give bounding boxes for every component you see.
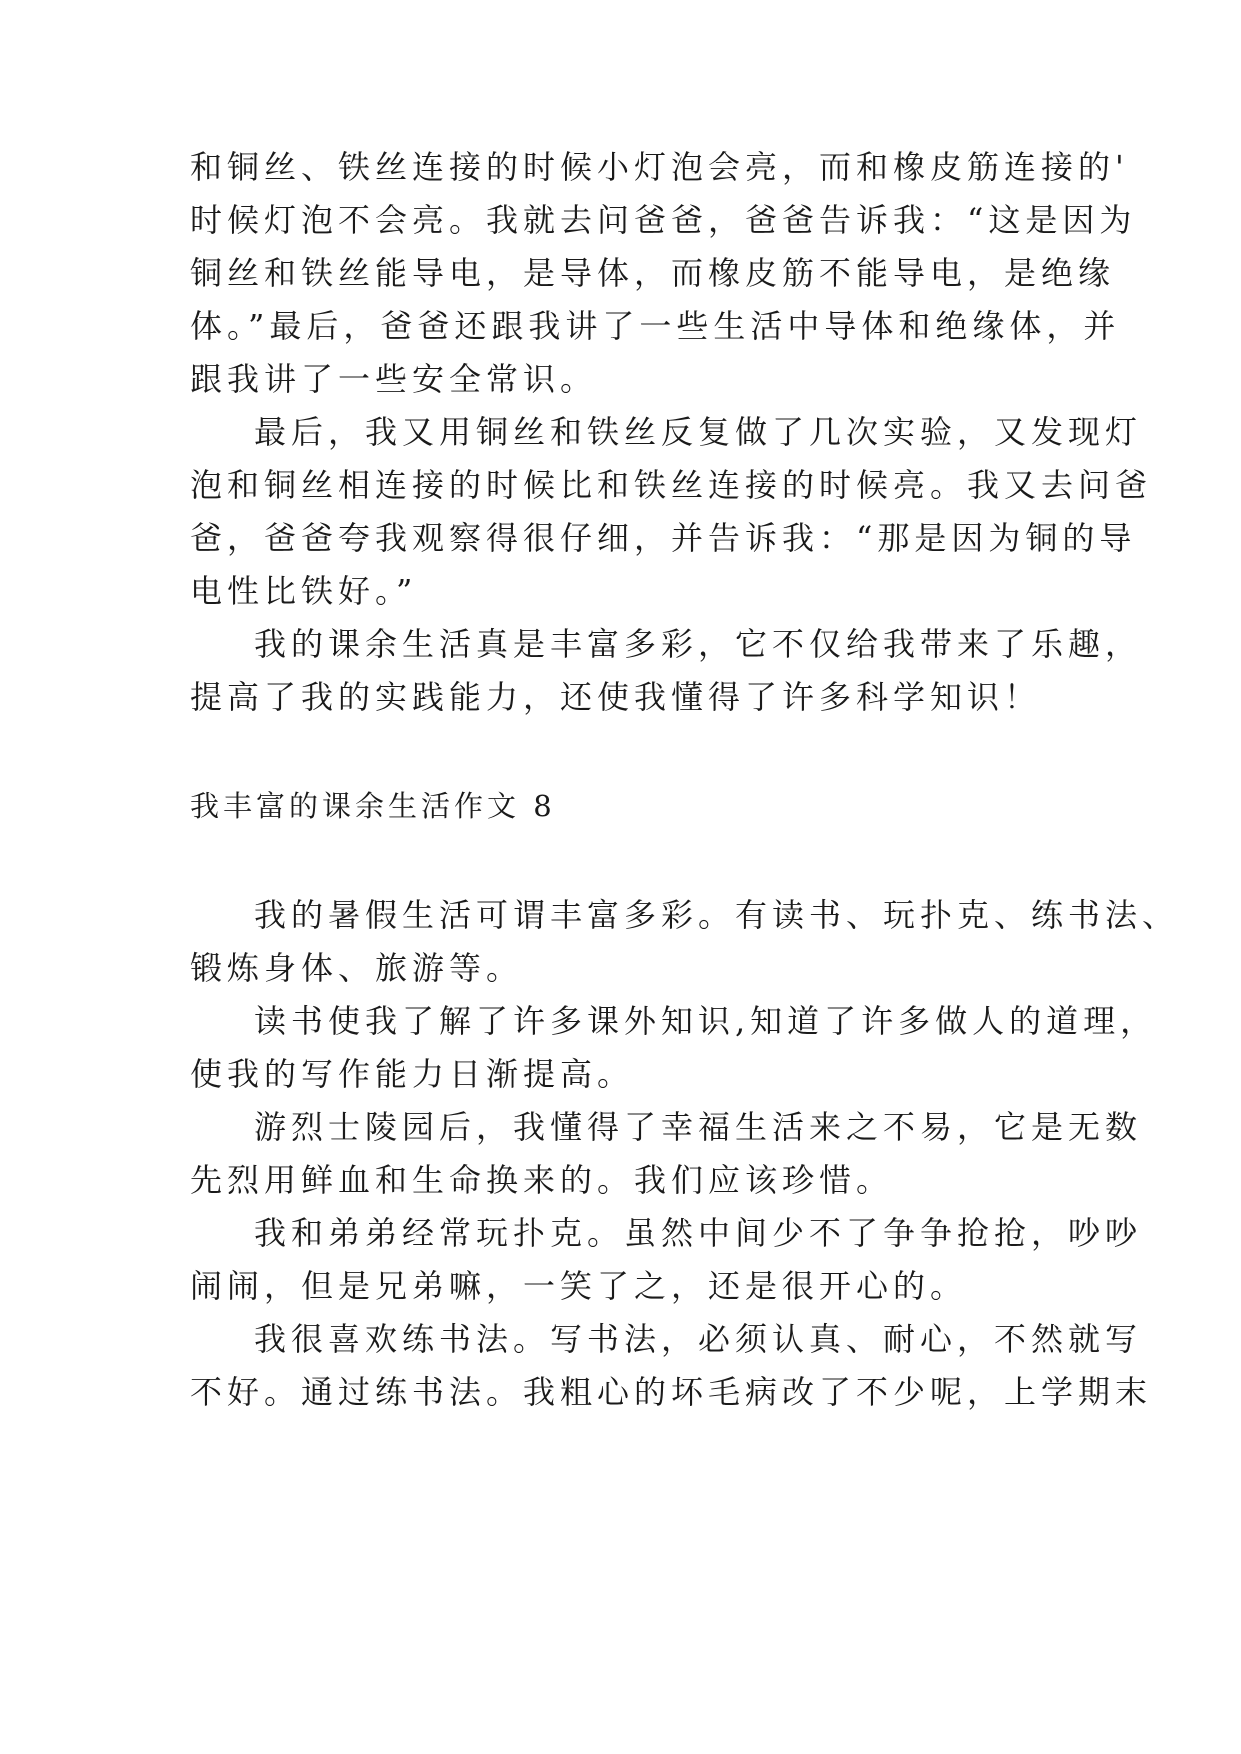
paragraph-line: 爸，爸爸夸我观察得很仔细，并告诉我：“那是因为铜的导 [190,519,1137,557]
paragraph-line: 提高了我的实践能力，还使我懂得了许多科学知识！ [190,678,1042,716]
paragraph-line: 锻炼身体、旅游等。 [190,949,524,987]
paragraph-line: 我和弟弟经常玩扑克。虽然中间少不了争争抢抢，吵吵 [254,1214,1143,1252]
paragraph-line: 泡和铜丝相连接的时候比和铁丝连接的时候亮。我又去问爸 [190,466,1153,504]
paragraph-line: 读书使我了解了许多课外知识,知道了许多做人的道理， [254,1002,1158,1040]
paragraph-line: 铜丝和铁丝能导电，是导体，而橡皮筋不能导电，是绝缘 [190,254,1116,292]
paragraph-line: 最后，我又用铜丝和铁丝反复做了几次实验，又发现灯 [254,413,1143,451]
paragraph-line: 体。”最后，爸爸还跟我讲了一些生活中导体和绝缘体，并 [190,307,1121,345]
paragraph-line: 电性比铁好。” [190,572,418,610]
paragraph-line: 游烈士陵园后，我懂得了幸福生活来之不易，它是无数 [254,1108,1143,1146]
paragraph-line: 不好。通过练书法。我粗心的坏毛病改了不少呢，上学期末 [190,1373,1153,1411]
paragraph-line: 我的暑假生活可谓丰富多彩。有读书、玩扑克、练书法、 [254,896,1180,934]
paragraph-line: 和铜丝、铁丝连接的时候小灯泡会亮，而和橡皮筋连接的' [190,148,1129,186]
article-heading: 我丰富的课余生活作文 8 [190,789,556,823]
paragraph-line: 闹闹，但是兄弟嘛，一笑了之，还是很开心的。 [190,1267,968,1305]
paragraph-line: 使我的写作能力日渐提高。 [190,1055,635,1093]
paragraph-line: 先烈用鲜血和生命换来的。我们应该珍惜。 [190,1161,894,1199]
paragraph-line: 跟我讲了一些安全常识。 [190,360,598,398]
paragraph-line: 我的课余生活真是丰富多彩，它不仅给我带来了乐趣， [254,625,1143,663]
paragraph-line: 时候灯泡不会亮。我就去问爸爸，爸爸告诉我：“这是因为 [190,201,1137,239]
paragraph-line: 我很喜欢练书法。写书法，必须认真、耐心，不然就写 [254,1320,1143,1358]
